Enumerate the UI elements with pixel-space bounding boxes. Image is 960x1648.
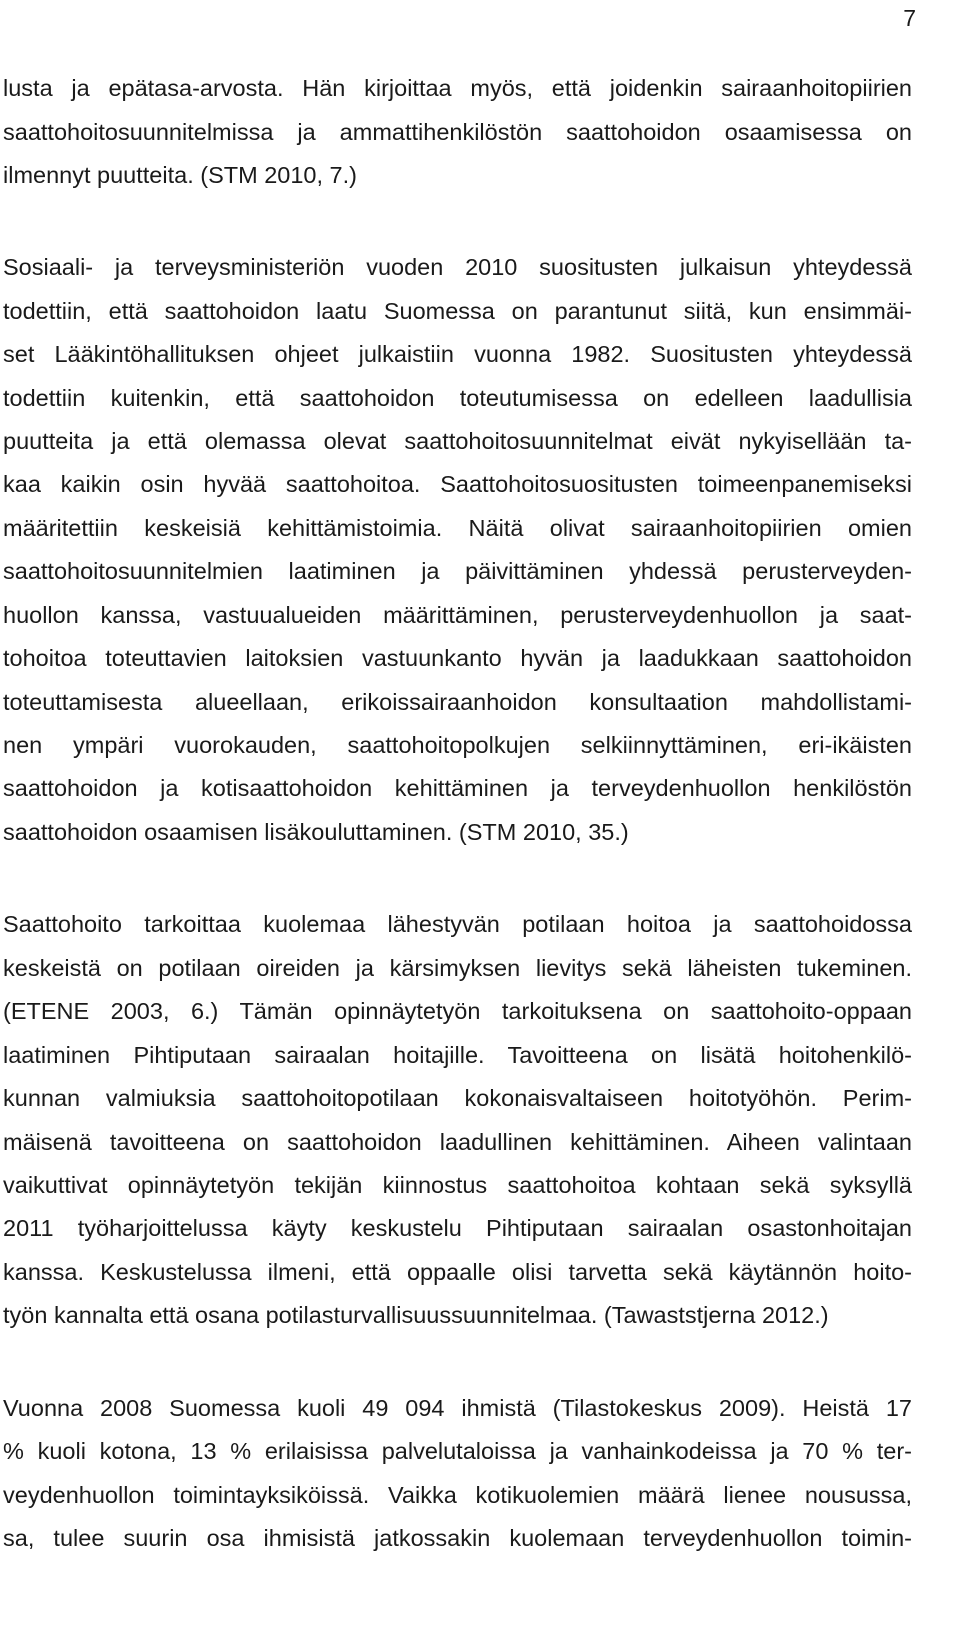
text-line: saattohoitosuunnitelmissa ja ammattihenkilöstön saattohoidon osaamisessa on: [3, 119, 912, 145]
text-line: veydenhuollon toimintayksiköissä. Vaikka kotikuolemien määrä lienee nousussa,: [3, 1482, 912, 1508]
text-line: Sosiaali- ja terveysministeriön vuoden 2010 suositusten julkaisun yhteydessä: [3, 254, 912, 280]
text-line: 2011 työharjoittelussa käyty keskustelu Pihtiputaan sairaalan osastonhoitajan: [3, 1215, 912, 1241]
text-line: Vuonna 2008 Suomessa kuoli 49 094 ihmistä (Tilastokeskus 2009). Heistä 17: [3, 1395, 912, 1421]
text-line: saattohoidon osaamisen lisäkouluttaminen. (STM 2010, 35.): [3, 819, 629, 845]
text-line: tohoitoa toteuttavien laitoksien vastuunkanto hyvän ja laadukkaan saattohoidon: [3, 645, 912, 671]
text-line: saattohoitosuunnitelmien laatiminen ja päivittäminen yhdessä perusterveyden-: [3, 558, 912, 584]
text-line: todettiin, että saattohoidon laatu Suomessa on parantunut siitä, kun ensimmäi-: [3, 298, 912, 324]
text-line: kaa kaikin osin hyvää saattohoitoa. Saattohoitosuositusten toimeenpanemiseksi: [3, 471, 912, 497]
text-line: puutteita ja että olemassa olevat saattohoitosuunnitelmat eivät nykyisellään ta-: [3, 428, 912, 454]
text-line: laatiminen Pihtiputaan sairaalan hoitajille. Tavoitteena on lisätä hoitohenkilö-: [3, 1042, 912, 1068]
text-line: (ETENE 2003, 6.) Tämän opinnäytetyön tarkoituksena on saattohoito-oppaan: [3, 998, 912, 1024]
text-line: nen ympäri vuorokauden, saattohoitopolkujen selkiinnyttäminen, eri-ikäisten: [3, 732, 912, 758]
page-number: 7: [903, 5, 916, 31]
text-line: vaikuttivat opinnäytetyön tekijän kiinnostus saattohoitoa kohtaan sekä syksyllä: [3, 1172, 912, 1198]
text-line: sa, tulee suurin osa ihmisistä jatkossakin kuolemaan terveydenhuollon toimin-: [3, 1525, 912, 1551]
text-line: todettiin kuitenkin, että saattohoidon toteutumisessa on edelleen laadullisia: [3, 385, 912, 411]
text-line: lusta ja epätasa-arvosta. Hän kirjoittaa myös, että joidenkin sairaanhoitopiirien: [3, 75, 912, 101]
text-line: mäisenä tavoitteena on saattohoidon laadullinen kehittäminen. Aiheen valintaan: [3, 1129, 912, 1155]
text-line: % kuoli kotona, 13 % erilaisissa palvelutaloissa ja vanhainkodeissa ja 70 % ter-: [3, 1438, 912, 1464]
text-line: Saattohoito tarkoittaa kuolemaa lähestyvän potilaan hoitoa ja saattohoidossa: [3, 911, 912, 937]
text-line: set Lääkintöhallituksen ohjeet julkaistiin vuonna 1982. Suositusten yhteydessä: [3, 341, 912, 367]
text-line: ilmennyt puutteita. (STM 2010, 7.): [3, 162, 357, 188]
text-line: keskeistä on potilaan oireiden ja kärsimyksen lievitys sekä läheisten tukeminen.: [3, 955, 912, 981]
text-line: saattohoidon ja kotisaattohoidon kehittäminen ja terveydenhuollon henkilöstön: [3, 775, 912, 801]
text-line: työn kannalta että osana potilasturvallisuussuunnitelmaa. (Tawaststjerna 2012.): [3, 1302, 829, 1328]
text-line: toteuttamisesta alueellaan, erikoissairaanhoidon konsultaation mahdollistami-: [3, 689, 912, 715]
text-line: kanssa. Keskustelussa ilmeni, että oppaalle olisi tarvetta sekä käytännön hoito-: [3, 1259, 912, 1285]
text-line: huollon kanssa, vastuualueiden määrittäminen, perusterveydenhuollon ja saat-: [3, 602, 912, 628]
text-line: määritettiin keskeisiä kehittämistoimia. Näitä olivat sairaanhoitopiirien omien: [3, 515, 912, 541]
text-line: kunnan valmiuksia saattohoitopotilaan kokonaisvaltaiseen hoitotyöhön. Perim-: [3, 1085, 912, 1111]
